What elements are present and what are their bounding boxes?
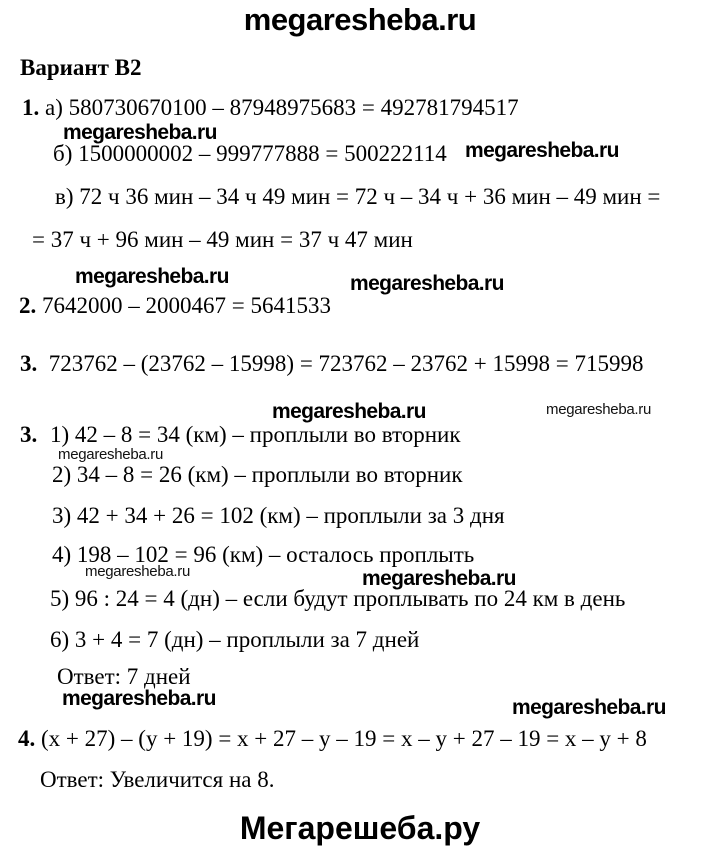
problem4-answer: Ответ: Увеличится на 8. [40, 767, 275, 792]
watermark-10: megaresheba.ru [62, 687, 216, 710]
watermark-11: megaresheba.ru [512, 696, 666, 719]
problem3-equation-line [20, 351, 643, 376]
watermark-4: megaresheba.ru [350, 272, 504, 295]
problem2-line [19, 293, 331, 318]
problem3-step-6: 6) 3 + 4 = 7 (дн) – проплыли за 7 дней [50, 627, 420, 652]
problem3-step-5: 5) 96 : 24 = 4 (дн) – если будут проплывать по 24 км в день [50, 586, 626, 611]
watermark-1: megaresheba.ru [63, 121, 217, 144]
problem4-solution: (х + 27) – (у + 19) = х + 27 – у – 19 = х – у + 27 – 19 = х – у + 8 [41, 726, 647, 751]
variant-title: Вариант В2 [20, 55, 142, 80]
problem3-step-1: 1) 42 – 8 = 34 (км) – проплыли во вторник [50, 422, 461, 447]
problem4-line [18, 726, 647, 751]
watermark-9: megaresheba.ru [362, 567, 516, 590]
problem3-step-3: 3) 42 + 34 + 26 = 102 (км) – проплыли за 3 дня [52, 503, 505, 528]
problem3-equation-number: 3. [20, 351, 38, 376]
problem2-solution: 7642000 – 2000467 = 5641533 [42, 293, 331, 318]
problem1-part-v-line2: = 37 ч + 96 мин – 49 мин = 37 ч 47 мин [32, 227, 413, 252]
problem1-number: 1. [22, 95, 40, 120]
problem3-word-number: 3. [20, 422, 38, 447]
watermark-3: megaresheba.ru [75, 265, 229, 288]
watermark-6: megaresheba.ru [546, 401, 652, 418]
problem3-equation-solution: 723762 – (23762 – 15998) = 723762 – 23762 + 15998 = 715998 [48, 351, 644, 376]
problem1-part-b: б) 1500000002 – 999777888 = 500222114 [53, 141, 447, 166]
site-footer-brand: Мегарешеба.ру [239, 810, 481, 846]
problem1-part-a-text: а) 580730670100 – 87948975683 = 492781794517 [45, 95, 519, 120]
problem4-number: 4. [18, 726, 36, 751]
problem3-step-4: 4) 198 – 102 = 96 (км) – осталось проплыть [52, 542, 475, 567]
problem1-part-v-line1: в) 72 ч 36 мин – 34 ч 49 мин = 72 ч – 34 ч + 36 мин – 49 мин = [55, 184, 661, 209]
watermark-5: megaresheba.ru [272, 400, 426, 423]
watermark-8: megaresheba.ru [85, 563, 191, 580]
problem3-step-2: 2) 34 – 8 = 26 (км) – проплыли во вторник [52, 462, 463, 487]
problem2-number: 2. [19, 293, 37, 318]
watermark-2: megaresheba.ru [465, 139, 619, 162]
watermark-7: megaresheba.ru [58, 446, 164, 463]
problem1-part-a [22, 95, 519, 120]
site-header-brand: megaresheba.ru [243, 2, 477, 37]
problem3-answer: Ответ: 7 дней [57, 664, 191, 689]
